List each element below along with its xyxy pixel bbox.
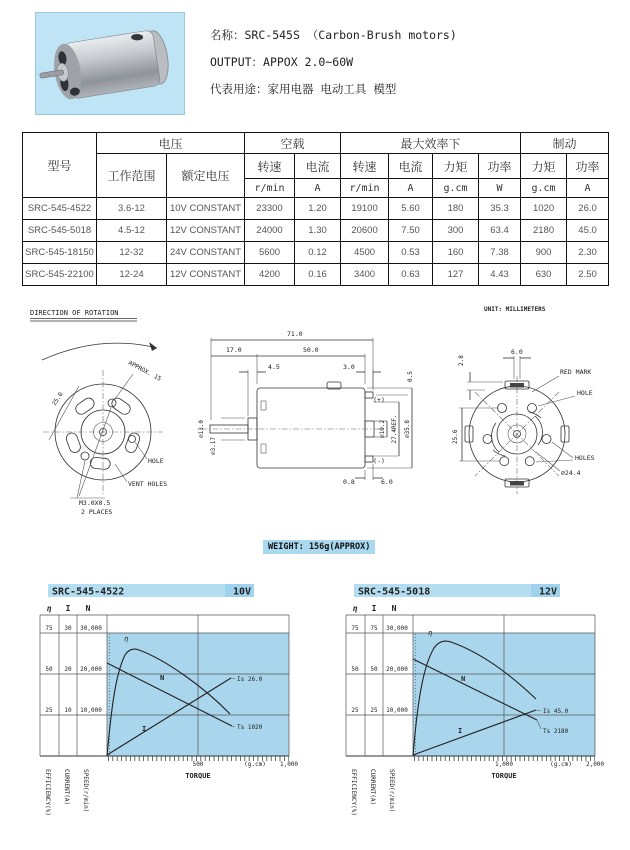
value-cell: 3.6-12 bbox=[97, 198, 167, 220]
axis-symbol-speed: N bbox=[391, 604, 397, 613]
dim-25-6: 25.6 bbox=[452, 429, 459, 444]
dim-0-5: 0.5 bbox=[407, 371, 414, 382]
x-unit-label: (g.cm) bbox=[244, 761, 266, 768]
col-header-torque-stall: 力矩 bbox=[521, 154, 567, 179]
brush-slot-bottom bbox=[510, 481, 524, 486]
stall-current-annotation: Is 26.0 bbox=[237, 676, 263, 683]
table-row bbox=[23, 242, 609, 264]
col-header-current-noload: 电流 bbox=[295, 154, 341, 179]
performance-chart-5018 bbox=[337, 583, 609, 830]
dim-d13: ∅13.0 bbox=[198, 419, 205, 439]
value-cell: 45.0 bbox=[567, 220, 609, 242]
stall-torque-annotation: Ts 1020 bbox=[237, 724, 263, 731]
product-usage-line: 代表用途：家用电器 电动工具 模型 bbox=[210, 82, 397, 96]
dim-6-0-rear: 6.0 bbox=[511, 348, 523, 356]
speed-curve-label: N bbox=[461, 675, 466, 683]
product-output-line: OUTPUT：APPOX 2.0~60W bbox=[210, 55, 354, 69]
value-cell: 4.43 bbox=[479, 264, 521, 286]
x-tick-mid: 500 bbox=[192, 761, 204, 768]
dim-d358: ∅35.8 bbox=[404, 419, 411, 439]
current-curve-label: I bbox=[458, 727, 463, 735]
col-header-rated: 额定电压 bbox=[167, 154, 245, 198]
value-cell: 1.30 bbox=[295, 220, 341, 242]
eta-tick: 50 bbox=[351, 666, 359, 673]
current-tick: 50 bbox=[370, 666, 378, 673]
unit-cell: r/min bbox=[341, 179, 389, 198]
rear-view bbox=[452, 348, 595, 494]
vent-holes-label: VENT HOLES bbox=[128, 480, 168, 488]
y-tick-labels bbox=[45, 625, 102, 714]
group-header-noload: 空载 bbox=[245, 133, 341, 154]
value-cell: 2.50 bbox=[567, 264, 609, 286]
group-header-stall: 制动 bbox=[521, 133, 609, 154]
weight-note: WEIGHT: 156g(APPROX) bbox=[263, 540, 375, 554]
col-header-power-stall: 功率 bbox=[567, 154, 609, 179]
axis-symbol-eta: η bbox=[352, 604, 358, 613]
side-view bbox=[198, 330, 414, 486]
dim-4-5: 4.5 bbox=[268, 363, 280, 371]
model-cell: SRC-545-18150 bbox=[23, 242, 97, 264]
speed-axis-label: SPEED(r/min) bbox=[388, 769, 395, 813]
value-cell: 1.20 bbox=[295, 198, 341, 220]
chart-voltage: 10V bbox=[232, 586, 251, 598]
value-cell: 63.4 bbox=[479, 220, 521, 242]
chart-title: SRC-545-5018 bbox=[358, 586, 431, 598]
stall-torque-annotation: Ts 2180 bbox=[543, 728, 569, 735]
current-tick: 20 bbox=[64, 666, 72, 673]
model-cell: SRC-545-22100 bbox=[23, 264, 97, 286]
value-cell: 12-32 bbox=[97, 242, 167, 264]
current-axis-label: CURRENT(A) bbox=[63, 769, 70, 806]
unit-cell: A bbox=[567, 179, 609, 198]
value-cell: 3400 bbox=[341, 264, 389, 286]
dim-d317: ∅3.17 bbox=[210, 436, 217, 456]
value-cell: 4500 bbox=[341, 242, 389, 264]
rear-hole-label: HOLE bbox=[577, 389, 593, 397]
col-header-model: 型号 bbox=[23, 133, 97, 198]
chart-title: SRC-545-4522 bbox=[52, 586, 125, 598]
red-mark-label: RED MARK bbox=[560, 368, 592, 376]
unit-cell: W bbox=[479, 179, 521, 198]
axis-symbol-current: I bbox=[65, 604, 71, 613]
side-hole bbox=[129, 436, 136, 443]
value-cell: 12V CONSTANT bbox=[167, 264, 245, 286]
chart-voltage: 12V bbox=[538, 586, 557, 598]
dim-17: 17.0 bbox=[226, 346, 242, 354]
value-cell: 900 bbox=[521, 242, 567, 264]
value-cell: 35.3 bbox=[479, 198, 521, 220]
col-header-power-maxeff: 功率 bbox=[479, 154, 521, 179]
group-header-voltage: 电压 bbox=[97, 133, 245, 154]
rotation-arrow bbox=[42, 343, 157, 360]
col-header-speed-noload: 转速 bbox=[245, 154, 295, 179]
current-tick: 25 bbox=[370, 707, 378, 714]
value-cell: 24V CONSTANT bbox=[167, 242, 245, 264]
speed-tick: 30,000 bbox=[386, 625, 408, 632]
value-cell: 19100 bbox=[341, 198, 389, 220]
x-tick-mid: 1,000 bbox=[494, 761, 514, 768]
x-tick-labels bbox=[495, 761, 604, 768]
direction-title: DIRECTION OF ROTATION bbox=[30, 309, 119, 317]
value-cell: 12V CONSTANT bbox=[167, 220, 245, 242]
value-cell: 300 bbox=[433, 220, 479, 242]
current-tick: 75 bbox=[370, 625, 378, 632]
screw-places-label: 2 PLACES bbox=[81, 508, 113, 516]
value-cell: 5600 bbox=[245, 242, 295, 264]
dim-71: 71.0 bbox=[287, 330, 303, 338]
eta-tick: 25 bbox=[351, 707, 359, 714]
table-row bbox=[23, 220, 609, 242]
eta-tick: 75 bbox=[351, 625, 359, 632]
x-axis-title: TORQUE bbox=[185, 772, 211, 780]
eta-tick: 75 bbox=[45, 625, 53, 632]
value-cell: 24000 bbox=[245, 220, 295, 242]
dim-274ref: 27.4REF. bbox=[391, 414, 398, 444]
speed-tick: 20,000 bbox=[80, 666, 102, 673]
current-tick: 30 bbox=[64, 625, 72, 632]
col-header-range: 工作范围 bbox=[97, 154, 167, 198]
screw-spec-label: M3.0X0.5 bbox=[79, 499, 111, 507]
dim-50: 50.0 bbox=[303, 346, 319, 354]
speed-tick: 10,000 bbox=[386, 707, 408, 714]
current-curve-label: I bbox=[142, 725, 147, 733]
value-cell: 630 bbox=[521, 264, 567, 286]
value-cell: 160 bbox=[433, 242, 479, 264]
value-cell: 180 bbox=[433, 198, 479, 220]
brush-slot-top bbox=[510, 383, 524, 388]
speed-tick: 30,000 bbox=[80, 625, 102, 632]
table-row bbox=[23, 198, 609, 220]
dim-d102: ∅10.2 bbox=[379, 419, 386, 439]
col-header-torque-maxeff: 力矩 bbox=[433, 154, 479, 179]
current-tick: 10 bbox=[64, 707, 72, 714]
terminal-minus-label: (-) bbox=[373, 457, 385, 465]
product-name-line: 名称：SRC-545S （Carbon-Brush motors) bbox=[210, 28, 457, 42]
value-cell: 2180 bbox=[521, 220, 567, 242]
terminal-minus bbox=[365, 456, 373, 462]
unit-cell: g.cm bbox=[521, 179, 567, 198]
value-cell: 26.0 bbox=[567, 198, 609, 220]
terminal-plus-label: (+) bbox=[373, 396, 385, 404]
value-cell: 0.16 bbox=[295, 264, 341, 286]
value-cell: 12-24 bbox=[97, 264, 167, 286]
y-tick-labels bbox=[351, 625, 408, 714]
x-tick-max: 1,000 bbox=[279, 761, 299, 768]
x-tick-max: 2,000 bbox=[585, 761, 605, 768]
value-cell: 7.50 bbox=[389, 220, 433, 242]
value-cell: 4.5-12 bbox=[97, 220, 167, 242]
terminal-plus bbox=[365, 392, 373, 398]
dim-d244: ∅24.4 bbox=[561, 469, 581, 477]
value-cell: 23300 bbox=[245, 198, 295, 220]
hole-label: HOLE bbox=[148, 457, 164, 465]
dim-2-8: 2.8 bbox=[458, 355, 465, 366]
unit-cell: r/min bbox=[245, 179, 295, 198]
efficiency-axis-label: EFFICIENCY(%) bbox=[44, 769, 51, 816]
product-info bbox=[210, 22, 457, 103]
screw-hole-bottom bbox=[81, 452, 89, 460]
axis-symbol-eta: η bbox=[46, 604, 52, 613]
dim-25-0: 25.0 bbox=[50, 391, 65, 408]
motor-photo-illustration bbox=[35, 12, 185, 115]
dim-3-0: 3.0 bbox=[343, 363, 355, 371]
x-axis-title: TORQUE bbox=[491, 772, 517, 780]
x-unit-label: (g.cm) bbox=[550, 761, 572, 768]
efficiency-curve-label: η bbox=[124, 635, 129, 643]
current-axis-label: CURRENT(A) bbox=[369, 769, 376, 806]
value-cell: 0.63 bbox=[389, 264, 433, 286]
eta-tick: 25 bbox=[45, 707, 53, 714]
speed-tick: 10,000 bbox=[80, 707, 102, 714]
value-cell: 0.12 bbox=[295, 242, 341, 264]
table-row bbox=[23, 264, 609, 286]
dim-6-0-side: 6.0 bbox=[381, 478, 393, 486]
unit-cell: A bbox=[295, 179, 341, 198]
speed-tick: 20,000 bbox=[386, 666, 408, 673]
value-cell: 0.53 bbox=[389, 242, 433, 264]
dimension-drawings bbox=[15, 298, 615, 533]
col-header-current-maxeff: 电流 bbox=[389, 154, 433, 179]
value-cell: 10V CONSTANT bbox=[167, 198, 245, 220]
motor-photo bbox=[35, 12, 185, 115]
value-cell: 127 bbox=[433, 264, 479, 286]
efficiency-axis-label: EFFICIENCY(%) bbox=[350, 769, 357, 816]
rear-holes-label: HOLES bbox=[575, 454, 595, 462]
value-cell: 1020 bbox=[521, 198, 567, 220]
dim-0-8: 0.8 bbox=[343, 478, 355, 486]
spec-table bbox=[22, 132, 609, 286]
value-cell: 5.60 bbox=[389, 198, 433, 220]
value-cell: 7.38 bbox=[479, 242, 521, 264]
speed-curve-label: N bbox=[160, 674, 165, 682]
x-tick-labels bbox=[193, 761, 299, 768]
front-view bbox=[30, 309, 167, 516]
value-cell: 4200 bbox=[245, 264, 295, 286]
speed-axis-label: SPEED(r/min) bbox=[82, 769, 89, 813]
col-header-speed-maxeff: 转速 bbox=[341, 154, 389, 179]
model-cell: SRC-545-5018 bbox=[23, 220, 97, 242]
axis-symbol-speed: N bbox=[85, 604, 91, 613]
axis-symbol-current: I bbox=[371, 604, 377, 613]
model-cell: SRC-545-4522 bbox=[23, 198, 97, 220]
unit-cell: g.cm bbox=[433, 179, 479, 198]
value-cell: 20600 bbox=[341, 220, 389, 242]
stall-current-annotation: Is 45.0 bbox=[543, 708, 569, 715]
dim-approx-15: APPROX. 15 bbox=[127, 359, 163, 383]
efficiency-curve-label: η bbox=[428, 629, 433, 637]
group-header-maxeff: 最大效率下 bbox=[341, 133, 521, 154]
unit-note: UNIT: MILLIMETERS bbox=[484, 306, 546, 313]
unit-cell: A bbox=[389, 179, 433, 198]
performance-chart-4522 bbox=[31, 583, 303, 830]
value-cell: 2.30 bbox=[567, 242, 609, 264]
eta-tick: 50 bbox=[45, 666, 53, 673]
